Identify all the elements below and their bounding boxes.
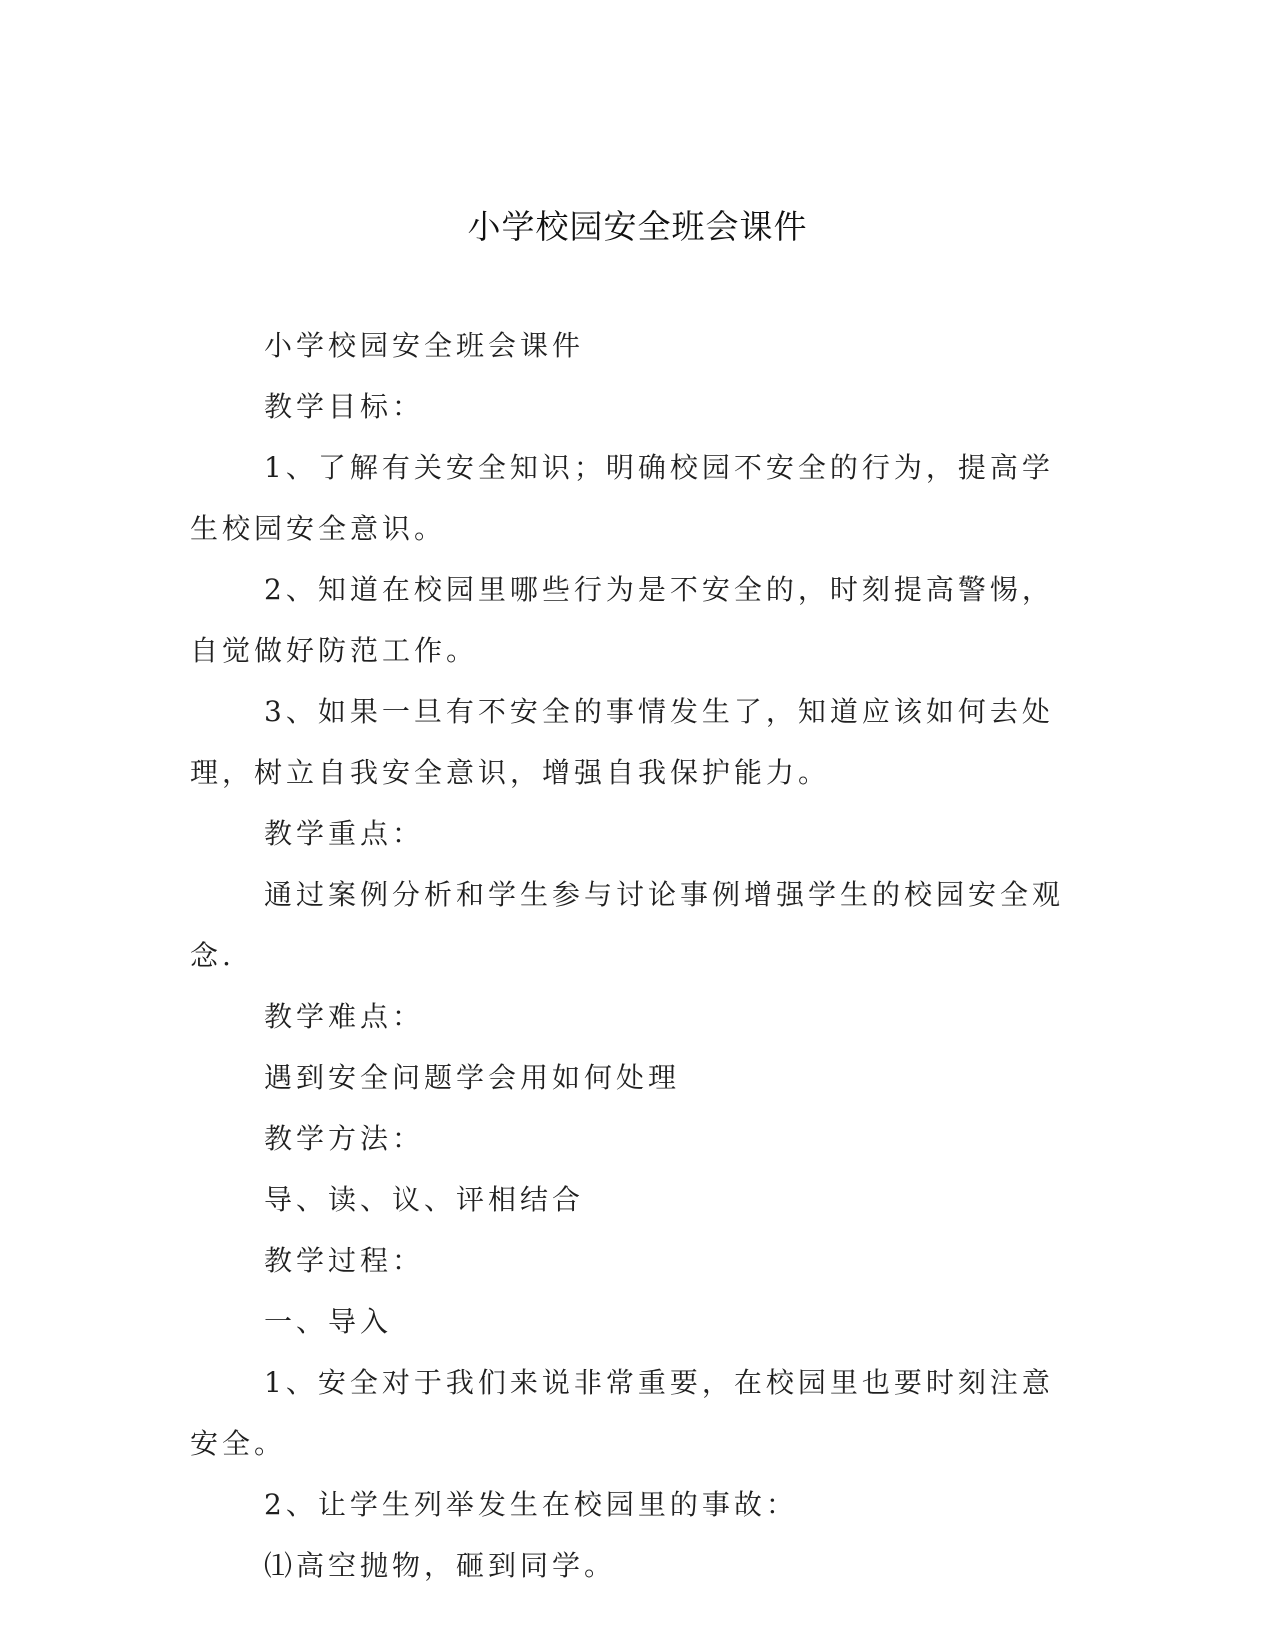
document-title: 小学校园安全班会课件: [467, 207, 808, 246]
difficulties-text: 遇到安全问题学会用如何处理: [264, 1061, 681, 1094]
intro-item-1: 1、安全对于我们来说非常重要，在校园里也要时刻注意安全。: [190, 1366, 1054, 1460]
document-body: [190, 315, 1070, 1596]
goal-item-1: 1、了解有关安全知识；明确校园不安全的行为，提高学生校园安全意识。: [190, 451, 1054, 545]
intro-item-2: 2、让学生列举发生在校园里的事故：: [264, 1488, 798, 1521]
heading-difficulties: 教学难点：: [264, 1000, 425, 1033]
goal-item-2: 2、知道在校园里哪些行为是不安全的，时刻提高警惕，自觉做好防范工作。: [190, 573, 1054, 667]
goal-item-3: 3、如果一旦有不安全的事情发生了，知道应该如何去处理，树立自我安全意识，增强自我保护能力。: [190, 695, 1054, 789]
section-intro-heading: 一、导入: [264, 1305, 393, 1338]
heading-key-points: 教学重点：: [264, 817, 425, 850]
paragraph-subtitle: 小学校园安全班会课件: [264, 329, 585, 362]
heading-methods: 教学方法：: [264, 1122, 425, 1155]
accident-item-1: ⑴高空抛物，砸到同学。: [264, 1549, 617, 1582]
key-points-text: 通过案例分析和学生参与讨论事例增强学生的校园安全观念.: [190, 878, 1065, 972]
methods-text: 导、读、议、评相结合: [264, 1183, 585, 1216]
heading-process: 教学过程：: [264, 1244, 425, 1277]
heading-teaching-goals: 教学目标：: [264, 390, 425, 423]
